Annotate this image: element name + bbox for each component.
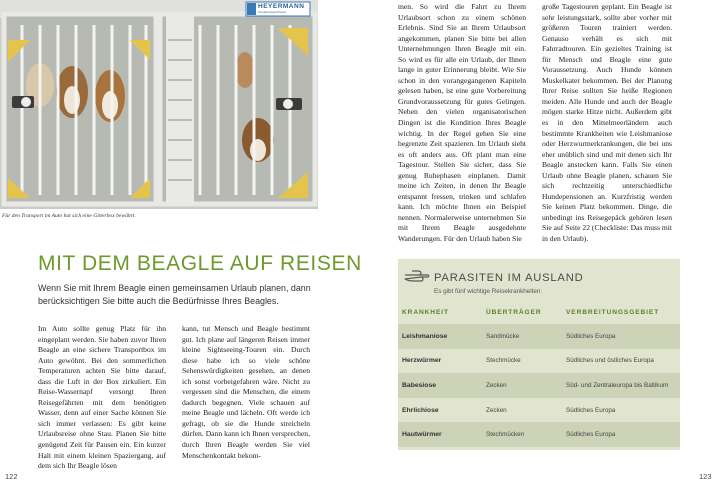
- disease-cell: Babesiose: [398, 373, 486, 398]
- section-intro: Wenn Sie mit Ihrem Beagle einen gemeinsamen Urlaub planen, dann berücksichtigen Sie bitte auch die Bedürfnisse Ihres Beagles.: [38, 283, 311, 306]
- right-body-column-1: [398, 2, 526, 245]
- disease-cell: Leishmaniose: [398, 324, 486, 349]
- photo-caption: Für den Transport im Auto hat sich eine Gitterbox bewährt.: [2, 213, 136, 219]
- left-body-column-2: [182, 324, 310, 461]
- disease-cell: Hautwürmer: [398, 422, 486, 447]
- header-krankheit: KRANKHEIT: [402, 308, 449, 316]
- vector-cell: Zecken: [486, 406, 507, 414]
- pointing-hand-icon: [404, 270, 430, 284]
- table-header-row: [398, 307, 680, 324]
- region-cell: Südliches Europa: [566, 324, 680, 349]
- infobox-subtitle: Es gibt fünf wichtige Reisekrankheiten:: [434, 288, 543, 295]
- body-paragraph: Im Auto sollte genug Platz für ihn eingeplant werden. Sie haben zuvor Ihren Beagle an eine sichere Transportbox im Auto gewöhnt. Bei den sommerlichen Temperaturen achten Sie bitte darauf, dass die Luft in der Box zirkuliert. Ein Reise-Wassernapf versorgt Ihren Reisegefährten mit dem benötigten Wasser, denn auf einer Sache können Sie sich immer verlassen: Es gibt keine Urlaubsreise ohne Stau. Planen Sie bitte genügend Zeit für Pausen ein. Ein kurzer Halt mit einem kleinen Spaziergang, auf dem sich Ihr Beagle lösen: [38, 324, 166, 471]
- vector-cell: Stechmücke: [486, 357, 521, 365]
- page-number-right: 123: [699, 472, 712, 481]
- page-number-left: 122: [5, 472, 18, 481]
- region-cell: Süd- und Zentraleuropa bis Baltikum: [566, 373, 680, 398]
- vector-cell: Sandmücke: [486, 324, 566, 349]
- section-heading: MIT DEM BEAGLE AUF REISEN: [38, 252, 362, 275]
- table-row: [398, 398, 680, 423]
- transport-box-photo: [0, 0, 318, 209]
- parasites-infobox: [398, 259, 680, 450]
- region-cell: Südliches Europa: [566, 422, 680, 447]
- region-cell: Südliches Europa: [566, 406, 616, 414]
- disease-cell: Ehrlichiose: [402, 406, 439, 414]
- body-paragraph: kann, tut Mensch und Beagle bestimmt gut. Ich plane auf längeren Reisen immer kleine Sightseeing-Touren ein. Durch diese habe ich so viele schöne Sehenswürdigkeiten gesehen, an denen ich sonst vorbeigefahren wäre. Nicht zu vergessen sind die Menschen, die einem dadurch begegnen. Viele schauen auf meine Beagle und lächeln. Oft werde ich gefragt, ob sie die Hunde streicheln dürfen. Dann kann ich Ihnen versprechen, durch Ihren Beagle werden Sie viel Menschenkontakt bekom-: [182, 324, 310, 460]
- right-body-column-2: [542, 2, 672, 245]
- brand-logo-subtext: hundetransportboxen: [258, 10, 287, 14]
- dog-crate-illustration: [0, 0, 318, 209]
- region-cell: Südliches und östliches Europa: [566, 357, 654, 365]
- table-row: [398, 324, 680, 349]
- parasites-table: [398, 307, 680, 447]
- body-paragraph: große Tagestouren geplant. Ein Beagle ist sehr leistungsstark, sollte aber vorher mit größeren Touren trainiert werden. Genauso verhält es sich mit Fahrradtouren. Ein gezieltes Training ist für Mensch und Beagle eine gute Voraussetzung. Auch Hunde können Muskelkater bekommen. Bei der Planung Ihrer Reise sollten Sie heiße Regionen meiden. Alle Hunde und auch der Beagle mögen starke Hitze nicht. Außerdem gibt es in den Mittelmeerländern auch bestimmte Krankheiten wie Leishmaniose oder Herzwurmerkrankungen, die bei uns eher unüblich sind und mit denen sich Ihr Beagle anstecken kann. Falls Sie einen Urlaub ohne Beagle planen, schauen Sie sich rechtzeitig unterschiedliche Hundepensionen an. Kurzfristig werden Sie keinen Platz bekommen. Dinge, die unbedingt ins Reisegepäck gehören lesen Sie auf Seite 22 (Checkliste: Das muss mit in den Urlaub).: [542, 2, 672, 244]
- left-body-column-1: [38, 324, 166, 472]
- infobox-title: PARASITEN IM AUSLAND: [434, 272, 584, 284]
- table-row: [398, 349, 680, 374]
- disease-cell: Herzwürmer: [402, 357, 442, 365]
- brand-logo-text: HEYERMANN: [258, 3, 305, 10]
- vector-cell: Zecken: [486, 373, 566, 398]
- header-uebertraeger: ÜBERTRÄGER: [486, 308, 542, 316]
- header-verbreitungsgebiet: VERBREITUNGSGEBIET: [566, 308, 660, 316]
- body-paragraph: men. So wird die Fahrt zu Ihrem Urlaubsort schon zu einem schönen Erlebnis. Sind Sie an Ihrem Urlaubsort angekommen, planen Sie bitte bei allen Unternehmungen Ihren Beagle mit ein. So wird es für alle ein Urlaub, der Ihnen lange in guter Erinnerung bleibt. Wie Sie schon in den vorangegangenen Kapiteln gelesen haben, ist eine gute Vorbereitung Grundvoraussetzung für gutes Gelingen. Neben den vielen organisatorischen Dingen ist die Kondition Ihres Beagle wichtig. In der Regel gehen Sie eine begrenzte Zeit spazieren. Im Urlaub sieht es oft anders aus. Oft plant man eine Tagestour. Stellen Sie sicher, dass Sie genug Ruhephasen einplanen. Damit meine ich Zeiten, in denen Ihr Beagle entspannt fressen, trinken und schlafen kann. Ich möchte Ihnen ein Beispiel nennen. Normalerweise unternehmen Sie mit Ihrem Beagle ausgedehnte Wanderungen. Für den Urlaub haben Sie: [398, 2, 526, 244]
- vector-cell: Stechmücken: [486, 422, 566, 447]
- table-row: [398, 422, 680, 447]
- table-row: [398, 373, 680, 398]
